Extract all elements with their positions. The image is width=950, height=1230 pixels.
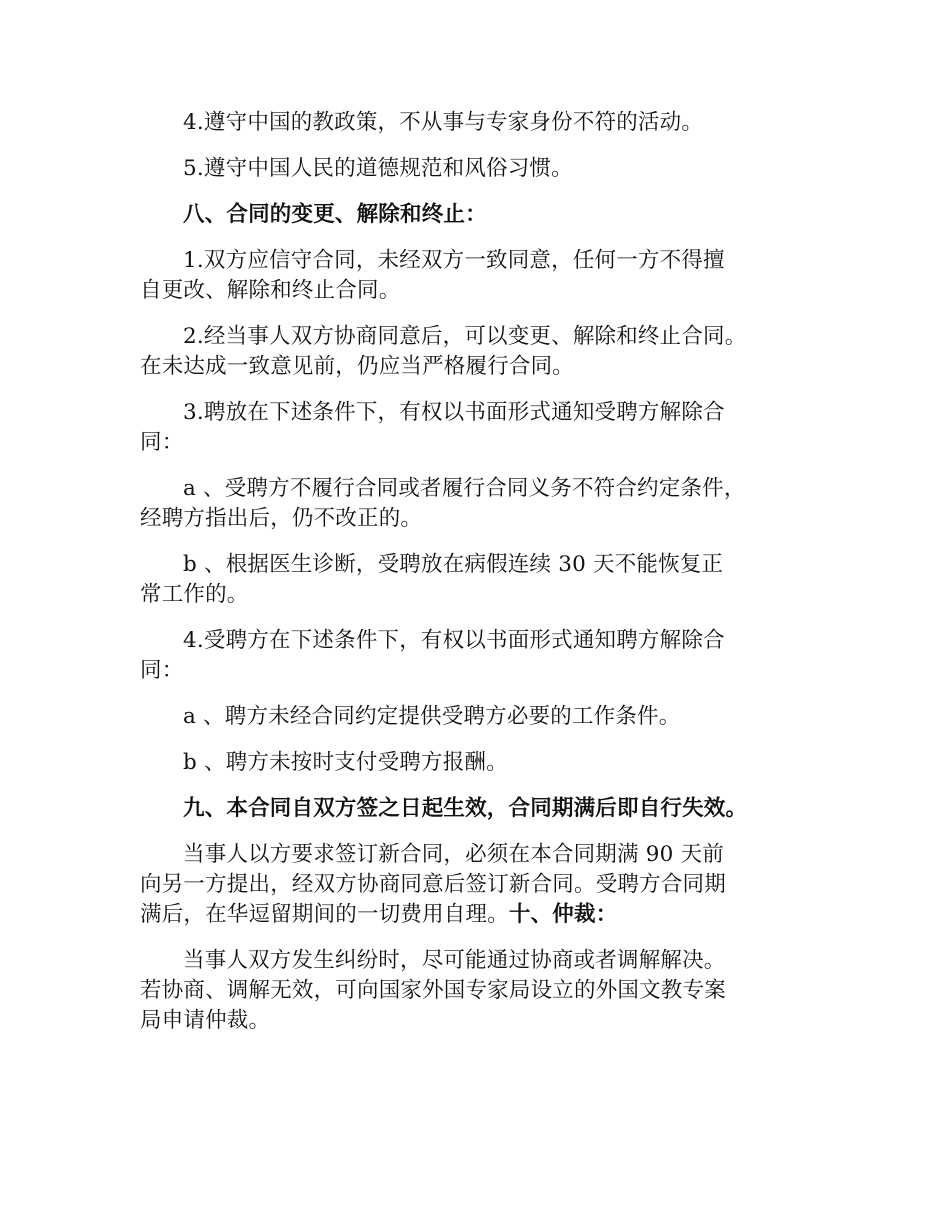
section-heading-9: 九、本合同自双方签之日起生效，合同期满后即自行失效。 [183, 796, 748, 821]
document-page [140, 108, 820, 1036]
clause-8-3-a-line-1: a 、受聘方不履行合同或者履行合同义务不符合约定条件， [183, 476, 746, 501]
clause-9-line-1: 当事人以方要求签订新合同，必须在本合同期满 90 天前 [183, 842, 724, 867]
clause-9-line-3-text: 满后，在华逗留期间的一切费用自理。 [140, 902, 509, 927]
clause-8-3-a [140, 474, 820, 534]
clause-8-2 [140, 322, 820, 382]
clause-9-line-3 [140, 900, 820, 930]
clause-8-3 [140, 398, 820, 458]
clause-8-2-line-2: 在未达成一致意见前，仍应当严格履行合同。 [140, 354, 575, 379]
clause-8-3-b [140, 550, 820, 610]
clause-9-line-2: 向另一方提出，经双方协商同意后签订新合同。受聘方合同期 [140, 872, 726, 897]
clause-8-4-line-2: 同： [140, 658, 184, 683]
clause-10-arbitration [140, 946, 820, 1036]
clause-8-2-line-1: 2.经当事人双方协商同意后，可以变更、解除和终止合同。 [183, 324, 747, 349]
clause-8-4-line-1: 4.受聘方在下述条件下，有权以书面形式通知聘方解除合 [183, 628, 725, 653]
clause-9-renewal [140, 840, 820, 930]
clause-10-line-3: 局申请仲裁。 [140, 1008, 271, 1033]
section-heading-10: 十、仲裁： [508, 902, 618, 927]
section-heading-8: 八、合同的变更、解除和终止： [183, 202, 487, 227]
paragraph-5: 5.遵守中国人民的道德规范和风俗习惯。 [183, 156, 573, 181]
clause-10-line-2: 若协商、调解无效，可向国家外国专家局设立的外国文教专案 [140, 978, 726, 1003]
clause-10-line-1: 当事人双方发生纠纷时，尽可能通过协商或者调解解决。 [183, 948, 726, 973]
clause-8-3-line-2: 同： [140, 430, 184, 455]
clause-8-4-b: b 、聘方未按时支付受聘方报酬。 [183, 750, 508, 775]
clause-8-1-line-2: 自更改、解除和终止合同。 [140, 278, 401, 303]
clause-8-3-b-line-1: b 、根据医生诊断，受聘放在病假连续 30 天不能恢复正 [183, 552, 724, 577]
clause-8-1-line-1: 1.双方应信守合同，未经双方一致同意，任何一方不得擅 [183, 248, 725, 273]
clause-8-3-line-1: 3.聘放在下述条件下，有权以书面形式通知受聘方解除合 [183, 400, 725, 425]
clause-8-3-a-line-2: 经聘方指出后，仍不改正的。 [140, 506, 423, 531]
paragraph-4: 4.遵守中国的教政策，不从事与专家身份不符的活动。 [183, 110, 704, 135]
clause-8-4 [140, 626, 820, 686]
clause-8-1 [140, 246, 820, 306]
clause-8-3-b-line-2: 常工作的。 [140, 582, 249, 607]
clause-8-4-a: a 、聘方未经合同约定提供受聘方必要的工作条件。 [183, 704, 681, 729]
